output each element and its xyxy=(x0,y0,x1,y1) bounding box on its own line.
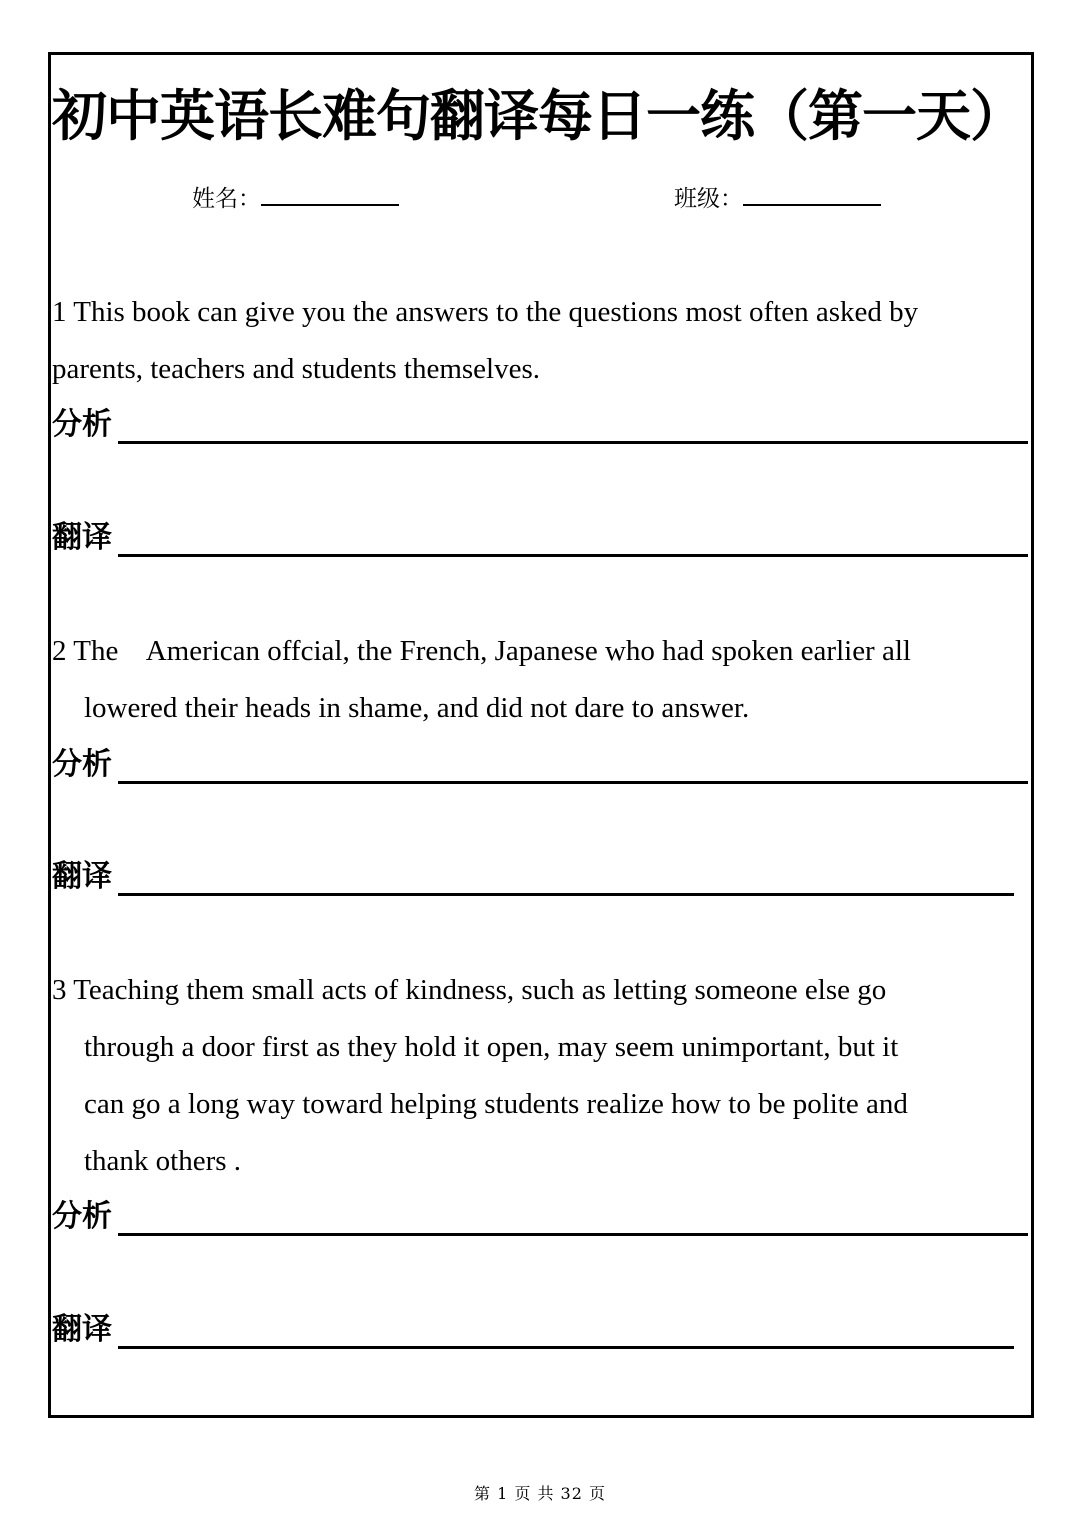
page-title: 初中英语长难句翻译每日一练（第一天） xyxy=(52,84,1025,148)
translation-label: 翻译 xyxy=(52,1312,112,1347)
question-2 xyxy=(52,623,1028,737)
class-blank[interactable] xyxy=(743,182,881,206)
question-3-line-3: can go a long way toward helping students realize how to be polite and xyxy=(84,1088,908,1120)
class-label: 班级： xyxy=(674,186,743,212)
analysis-field-1[interactable] xyxy=(52,405,1028,445)
translation-line[interactable] xyxy=(118,1346,1014,1349)
question-3-line-4: thank others . xyxy=(84,1145,242,1177)
analysis-label: 分析 xyxy=(52,407,112,442)
translation-field-2[interactable] xyxy=(52,857,1014,897)
analysis-label: 分析 xyxy=(52,747,112,782)
translation-line[interactable] xyxy=(118,554,1028,557)
question-1-line-1: 1 This book can give you the answers to the questions most often asked by xyxy=(52,296,919,328)
question-3 xyxy=(52,962,1028,1190)
analysis-field-2[interactable] xyxy=(52,745,1028,785)
analysis-label: 分析 xyxy=(52,1199,112,1234)
name-label: 姓名： xyxy=(192,186,261,212)
question-1 xyxy=(52,284,1028,398)
translation-label: 翻译 xyxy=(52,520,112,555)
page-footer: 第 1 页 共 32 页 xyxy=(474,1484,606,1503)
question-3-line-2: through a door first as they hold it open, may seem unimportant, but it xyxy=(84,1031,899,1063)
translation-field-3[interactable] xyxy=(52,1310,1014,1350)
analysis-line[interactable] xyxy=(118,781,1028,784)
question-1-line-2: parents, teachers and students themselves. xyxy=(52,353,541,385)
translation-label: 翻译 xyxy=(52,859,112,894)
question-2-line-1: 2 The American offcial, the French, Japanese who had spoken earlier all xyxy=(52,635,911,667)
translation-field-1[interactable] xyxy=(52,518,1028,558)
analysis-line[interactable] xyxy=(118,1233,1028,1236)
question-3-line-1: 3 Teaching them small acts of kindness, such as letting someone else go xyxy=(52,974,887,1006)
name-blank[interactable] xyxy=(261,182,399,206)
name-field[interactable] xyxy=(192,182,399,215)
question-2-line-2: lowered their heads in shame, and did not dare to answer. xyxy=(84,692,750,724)
analysis-line[interactable] xyxy=(118,441,1028,444)
translation-line[interactable] xyxy=(118,893,1014,896)
analysis-field-3[interactable] xyxy=(52,1197,1028,1237)
class-field[interactable] xyxy=(674,182,881,215)
